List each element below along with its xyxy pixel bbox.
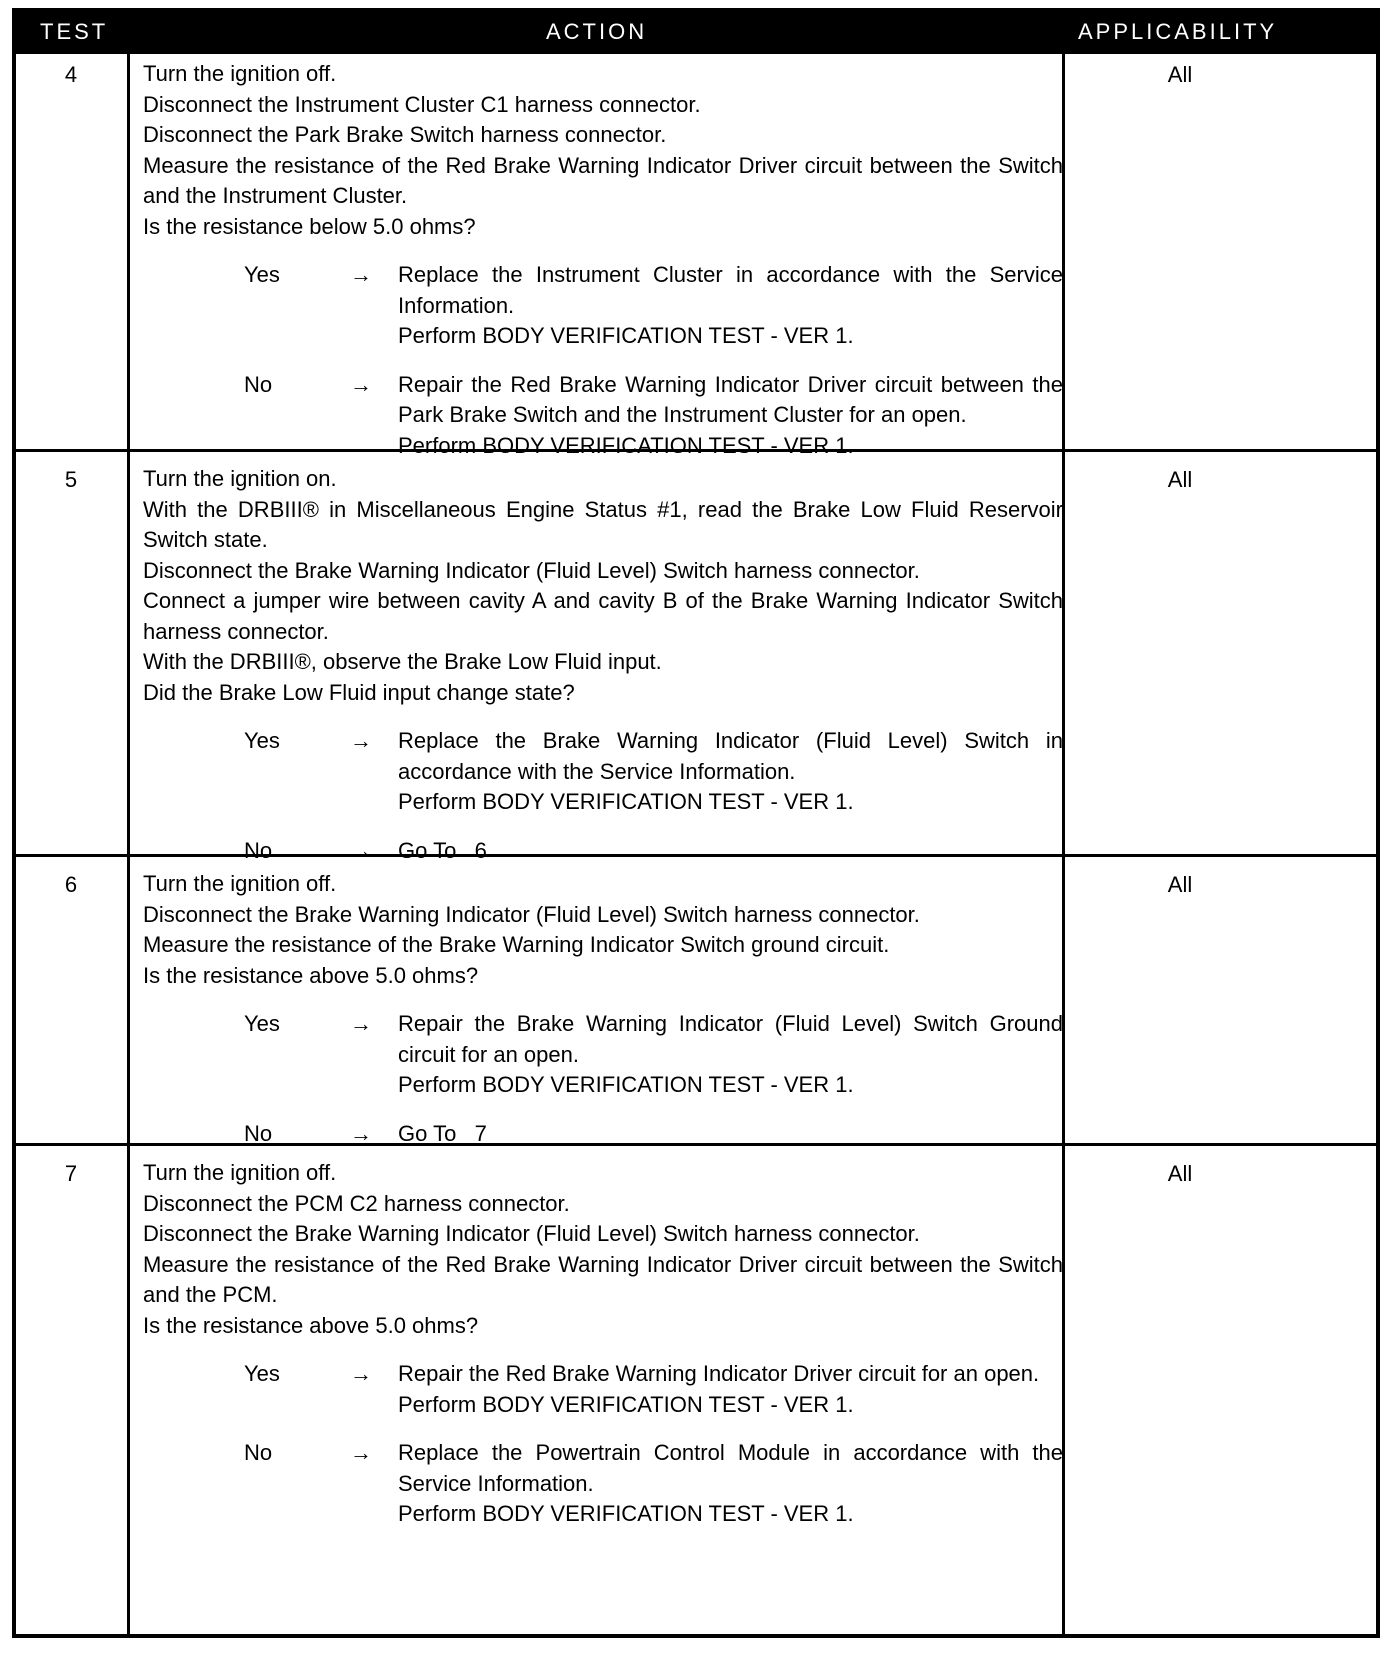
header-test: TEST xyxy=(40,19,109,44)
yes-text: Replace the Instrument Cluster in accordance with the Service Information. xyxy=(398,262,1063,318)
no-response xyxy=(143,370,1063,462)
yes-text: Repair the Red Brake Warning Indicator Driver circuit for an open. xyxy=(398,1361,1040,1386)
action-step: Connect a jumper wire between cavity A and cavity B of the Brake Warning Indicator Switch harness connector. xyxy=(143,588,1063,644)
action-step: Is the resistance above 5.0 ohms? xyxy=(143,1312,479,1338)
header-action: ACTION xyxy=(546,19,648,44)
action-step: Turn the ignition off. xyxy=(143,871,337,896)
yes-text: Replace the Brake Warning Indicator (Fluid Level) Switch in accordance with the Service Information. xyxy=(398,728,1063,784)
yes-text: Perform BODY VERIFICATION TEST - VER 1. xyxy=(398,789,854,814)
no-label: No xyxy=(244,837,273,863)
action-step: Disconnect the Brake Warning Indicator (Fluid Level) Switch harness connector. xyxy=(143,1221,920,1246)
arrow-icon: → xyxy=(350,371,372,397)
action-step: With the DRBIII®, observe the Brake Low Fluid input. xyxy=(143,649,662,674)
action-step: Turn the ignition off. xyxy=(143,61,337,86)
action-step: Did the Brake Low Fluid input change state? xyxy=(143,679,575,705)
header-applicability: APPLICABILITY xyxy=(1078,19,1278,44)
no-response xyxy=(143,1438,1063,1530)
yes-response xyxy=(143,726,1063,818)
yes-label: Yes xyxy=(244,1361,280,1386)
action-step: Turn the ignition on. xyxy=(143,466,337,491)
test-number: 7 xyxy=(64,1161,78,1186)
action-cell xyxy=(143,464,1063,866)
yes-label: Yes xyxy=(244,1011,280,1036)
yes-response xyxy=(143,1009,1063,1101)
yes-label: Yes xyxy=(244,728,280,753)
action-step: Measure the resistance of the Red Brake Warning Indicator Driver circuit between the Switch and the PCM. xyxy=(143,1251,1063,1307)
applicability-value: All xyxy=(1167,872,1193,897)
no-text: Perform BODY VERIFICATION TEST - VER 1. xyxy=(398,432,854,458)
arrow-icon: → xyxy=(350,1361,372,1386)
yes-response xyxy=(143,260,1063,352)
arrow-icon: → xyxy=(350,837,372,863)
no-response xyxy=(143,1119,1063,1150)
applicability-value: All xyxy=(1167,62,1193,87)
arrow-icon: → xyxy=(350,1011,372,1036)
action-step: With the DRBIII® in Miscellaneous Engine Status #1, read the Brake Low Fluid Reservoir Switch state. xyxy=(143,496,1063,552)
action-step: Disconnect the Brake Warning Indicator (Fluid Level) Switch harness connector. xyxy=(143,557,920,583)
action-step: Is the resistance above 5.0 ohms? xyxy=(143,962,479,988)
action-cell xyxy=(143,59,1063,461)
action-step: Measure the resistance of the Brake Warning Indicator Switch ground circuit. xyxy=(143,932,890,957)
action-cell xyxy=(143,869,1063,1149)
table-header xyxy=(16,12,1376,54)
column-divider-test xyxy=(127,54,130,1634)
no-text: Replace the Powertrain Control Module in accordance with the Service Information. xyxy=(398,1440,1063,1496)
action-step: Turn the ignition off. xyxy=(143,1160,337,1185)
yes-text: Perform BODY VERIFICATION TEST - VER 1. xyxy=(398,1072,854,1097)
yes-text: Perform BODY VERIFICATION TEST - VER 1. xyxy=(398,1391,854,1417)
action-step: Measure the resistance of the Red Brake Warning Indicator Driver circuit between the Switch and the Instrument Cluster. xyxy=(143,152,1063,208)
arrow-icon: → xyxy=(350,728,372,753)
action-cell xyxy=(143,1158,1063,1530)
no-label: No xyxy=(244,371,273,397)
arrow-icon: → xyxy=(350,262,372,287)
applicability-value: All xyxy=(1167,467,1193,492)
yes-text: Perform BODY VERIFICATION TEST - VER 1. xyxy=(398,323,854,348)
no-text: Repair the Red Brake Warning Indicator Driver circuit between the Park Brake Switch and the Instrument Cluster for an open. xyxy=(398,371,1063,427)
yes-text: Repair the Brake Warning Indicator (Fluid Level) Switch Ground circuit for an open. xyxy=(398,1011,1063,1067)
no-response xyxy=(143,836,1063,867)
action-step: Disconnect the PCM C2 harness connector. xyxy=(143,1190,570,1216)
no-text: Go To 6 xyxy=(398,837,487,863)
action-step: Is the resistance below 5.0 ohms? xyxy=(143,213,476,239)
no-text: Perform BODY VERIFICATION TEST - VER 1. xyxy=(398,1501,854,1526)
yes-label: Yes xyxy=(244,262,280,287)
arrow-icon: → xyxy=(350,1440,372,1465)
no-text: Go To 7 xyxy=(398,1120,487,1146)
test-number: 5 xyxy=(64,467,78,492)
no-label: No xyxy=(244,1440,273,1465)
action-step: Disconnect the Park Brake Switch harness connector. xyxy=(143,122,667,147)
action-step: Disconnect the Instrument Cluster C1 harness connector. xyxy=(143,91,701,117)
no-label: No xyxy=(244,1120,273,1146)
yes-response xyxy=(143,1359,1063,1420)
test-number: 4 xyxy=(64,62,78,87)
arrow-icon: → xyxy=(350,1120,372,1146)
applicability-value: All xyxy=(1167,1161,1193,1186)
action-step: Disconnect the Brake Warning Indicator (Fluid Level) Switch harness connector. xyxy=(143,901,920,927)
test-number: 6 xyxy=(64,872,78,897)
diagnostic-table xyxy=(12,8,1380,1638)
